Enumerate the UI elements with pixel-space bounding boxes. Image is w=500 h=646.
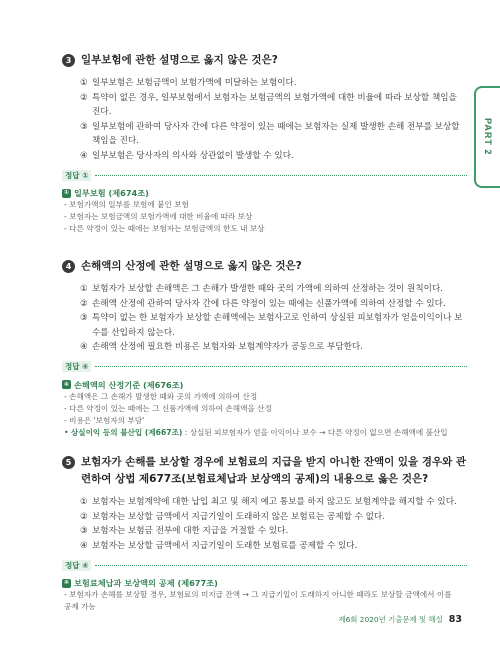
- explanation-tag-icon: ④: [63, 380, 70, 388]
- question-title: 보험자가 손해를 보상할 경우에 보험료의 지급을 받지 아니한 잔액이 있을 경우와 관련하여 상법 제677조(보험료체납과 보상액의 공제)의 내용으로 옳은 것은?: [81, 456, 467, 485]
- option-item[interactable]: [80, 120, 467, 149]
- option-list: [62, 282, 467, 355]
- part-side-tab[interactable]: [474, 86, 500, 188]
- explanation-line: - 다른 약정이 있는 때에는 그 신품가액에 의하여 손해액을 산정: [64, 403, 272, 413]
- question-header: [62, 454, 467, 488]
- page-footer: [0, 612, 500, 626]
- option-text: 특약이 없는 한 보험자가 보상할 손해액에는 보험사고로 인하여 상실된 피보험자가 얻을이익이나 보수를 산입하지 않는다.: [92, 313, 463, 338]
- explanation: [62, 187, 467, 235]
- question-4: [62, 258, 467, 439]
- question-5: [62, 454, 467, 613]
- explanation-line: - 손해액은 그 손해가 발생한 때와 곳의 가액에 의하여 산정: [64, 391, 258, 401]
- explanation-title: 일부보험 (제674조): [74, 188, 149, 198]
- answer-label: 정답 ④: [62, 361, 91, 372]
- footer-chapter: 제6회 2020년 기출문제 및 해설: [338, 614, 443, 624]
- explanation-header: [62, 577, 467, 589]
- option-item[interactable]: [80, 311, 467, 340]
- page-number: 83: [448, 613, 462, 625]
- part-tab-label: PART 2: [483, 118, 493, 156]
- option-marker: ①: [80, 78, 88, 88]
- explanation: [62, 577, 467, 613]
- question-title: 손해액의 산정에 관한 설명으로 옳지 않은 것은?: [81, 260, 302, 272]
- option-item[interactable]: [80, 282, 467, 297]
- explanation-header: [62, 187, 467, 199]
- answer-bar: [62, 169, 467, 181]
- option-list: [62, 495, 467, 553]
- explanation: [62, 379, 467, 439]
- answer-bar: [62, 559, 467, 571]
- option-item[interactable]: [80, 149, 467, 164]
- option-text: 보험자가 보상할 손해액은 그 손해가 발생한 때와 곳의 가액에 의하여 산정하는 것이 원칙이다.: [92, 284, 443, 294]
- option-list: [62, 76, 467, 163]
- option-marker: ④: [80, 342, 88, 352]
- question-header: [62, 258, 467, 275]
- question-3: [62, 52, 467, 235]
- answer-label: 정답 ④: [62, 560, 91, 571]
- question-header: [62, 52, 467, 69]
- option-text: 일부보험은 보험금액이 보험가액에 미달하는 보험이다.: [92, 78, 297, 88]
- explanation-tag-icon: ④: [63, 579, 70, 586]
- option-marker: ④: [80, 150, 88, 161]
- explanation-line: - 보험가액의 일부를 보험에 붙인 보험: [64, 200, 189, 209]
- option-text: 보험자는 보상할 금액에서 지급기일이 도래하지 않은 보험료는 공제할 수 없다.: [92, 511, 385, 522]
- option-item[interactable]: [80, 91, 467, 120]
- option-item[interactable]: [80, 539, 467, 554]
- option-marker: ①: [80, 284, 88, 294]
- explanation-extra-label: 상실이익 등의 불산입 (제667조): [70, 427, 183, 437]
- option-text: 일부보험은 당사자의 의사와 상관없이 발생할 수 있다.: [92, 150, 294, 161]
- option-text: 보험자는 보험계약에 대한 납입 최고 및 해지 예고 통보를 하지 않고도 보험계약을 해지할 수 있다.: [92, 497, 457, 507]
- option-text: 손해액 산정에 필요한 비용은 보험자와 보험계약자가 공동으로 부담한다.: [92, 342, 363, 352]
- option-marker: ①: [80, 497, 88, 507]
- explanation-extra-line: • 상실이익 등의 불산입 (제667조) : 상실된 피보험자가 얻을 이익이나 보수 → 다른 약정이 없으면 손해액에 불산입: [64, 427, 448, 437]
- option-text: 손해액 산정에 관하여 당사자 간에 다른 약정이 있는 때에는 신품가액에 의하여 산정할 수 있다.: [92, 298, 446, 309]
- explanation-line: - 다른 약정이 있는 때에는 보험자는 보험금액의 한도 내 보상: [64, 224, 265, 233]
- explanation-title: 손해액의 산정기준 (제676조): [74, 379, 184, 390]
- option-item[interactable]: [80, 340, 467, 355]
- question-title: 일부보험에 관한 설명으로 옳지 않은 것은?: [81, 54, 278, 66]
- question-number-badge: 4: [62, 260, 75, 273]
- option-marker: ③: [80, 121, 88, 132]
- option-text: 보험자는 보험금 전부에 대한 지급을 거절할 수 있다.: [92, 526, 289, 536]
- option-item[interactable]: [80, 524, 467, 539]
- option-item[interactable]: [80, 76, 467, 91]
- option-marker: ④: [80, 540, 88, 551]
- option-item[interactable]: [80, 495, 467, 510]
- explanation-line: - 비용은 '보험자의 부담': [64, 415, 145, 425]
- option-text: 특약이 없은 경우, 일부보험에서 보험자는 보험금액의 보험가액에 대한 비율에 따라 보상할 책임을 진다.: [92, 92, 457, 117]
- question-number-badge: 5: [62, 456, 75, 469]
- explanation-line: - 보험자가 손해를 보상할 경우, 보험료의 미지급 잔액 → 그 지급기일이 도래하지 아니한 때라도 보상할 금액에서 이를: [64, 590, 452, 599]
- option-text: 일부보험에 관하여 당사자 간에 다른 약정이 있는 때에는 보험자는 실제 발생한 손해 전부를 보상할 책임을 진다.: [92, 121, 460, 146]
- option-text: 보험자는 보상할 금액에서 지급기일이 도래한 보험료를 공제할 수 있다.: [92, 540, 358, 551]
- option-marker: ②: [80, 92, 88, 103]
- explanation-extra-text: : 상실된 피보험자가 얻을 이익이나 보수 → 다른 약정이 없으면 손해액에 불산입: [182, 427, 448, 437]
- explanation-line: - 보험자는 보험금액의 보험가액에 대한 비율에 따라 보상: [64, 212, 253, 221]
- answer-label: 정답 ①: [62, 170, 91, 181]
- option-item[interactable]: [80, 510, 467, 525]
- question-number-badge: 3: [62, 54, 75, 67]
- option-marker: ③: [80, 526, 88, 536]
- option-item[interactable]: [80, 297, 467, 312]
- option-marker: ③: [80, 313, 88, 323]
- answer-divider: [95, 175, 467, 176]
- answer-divider: [95, 366, 467, 367]
- explanation-header: [62, 379, 467, 391]
- answer-bar: [62, 361, 467, 373]
- option-marker: ②: [80, 511, 88, 522]
- explanation-title: 보험료체납과 보상액의 공제 (제677조): [74, 578, 218, 588]
- answer-divider: [95, 565, 467, 566]
- explanation-tag-icon: ①: [63, 189, 70, 196]
- explanation-line: 공제 가능: [64, 602, 96, 611]
- option-marker: ②: [80, 298, 88, 309]
